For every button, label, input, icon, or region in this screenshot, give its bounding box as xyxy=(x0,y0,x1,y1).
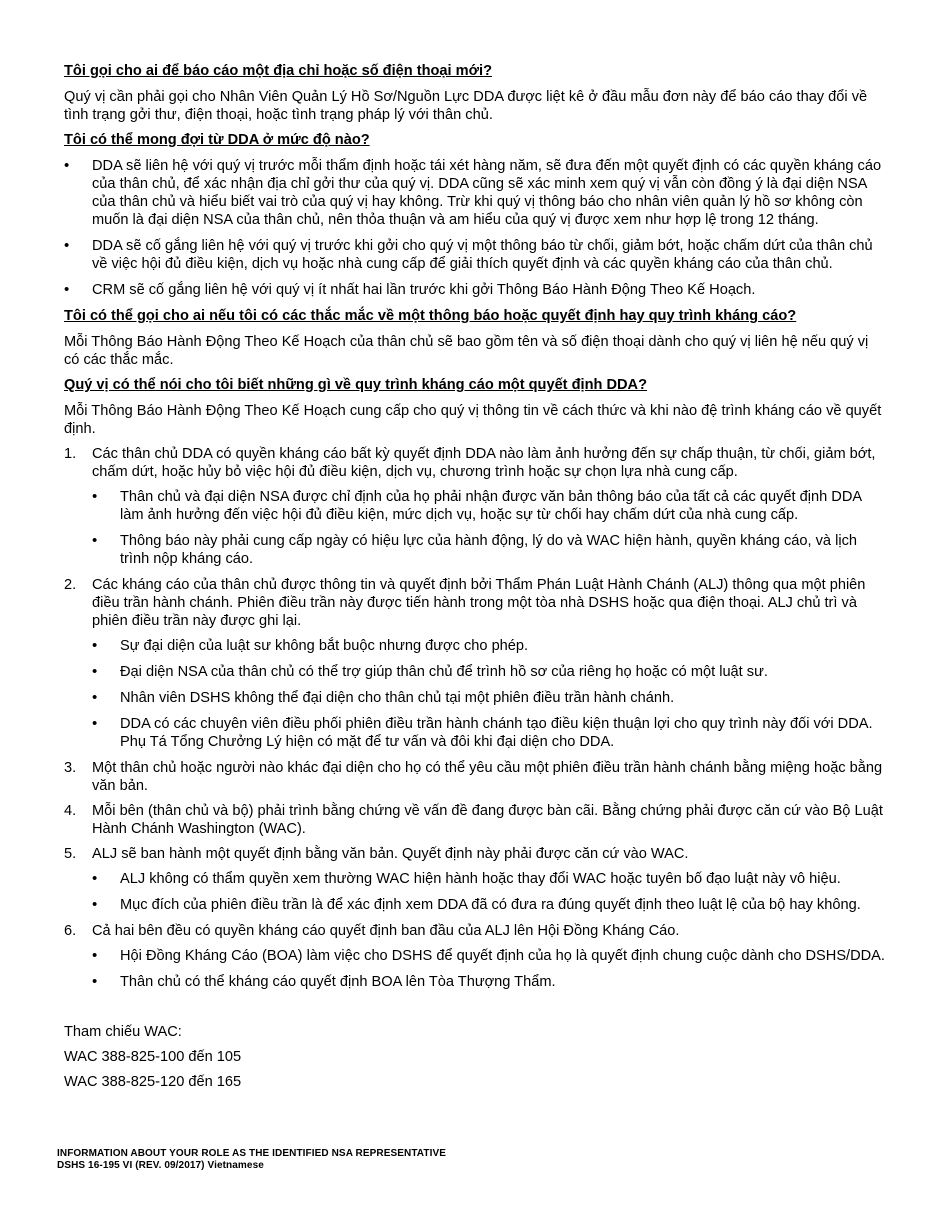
sub-bullet: • Thông báo này phải cung cấp ngày có hiệu lực của hành động, lý do và WAC hiện hành, quyền kháng cáo, và lịch trình nộp kháng cáo. xyxy=(92,532,886,568)
item-text: Một thân chủ hoặc người nào khác đại diện cho họ có thể yêu cầu một phiên điều trần hành chánh bằng miệng hoặc bằng văn bản. xyxy=(92,760,883,794)
sub-bullet: • Thân chủ và đại diện NSA được chỉ định của họ phải nhận được văn bản thông báo của tất cả các quyết định DDA làm ảnh hưởng đến việc hội đủ điều kiện, mức dịch vụ, hoặc sự từ chối hay chấm dứt của nhà cung cấp. xyxy=(92,488,886,524)
sub-bullet: • Mục đích của phiên điều trần là để xác định xem DDA đã có đưa ra đúng quyết định theo luật lệ của bộ hay không. xyxy=(92,896,886,914)
item-number: 6. xyxy=(64,923,77,939)
item-text: ALJ sẽ ban hành một quyết định bằng văn bản. Quyết định này phải được căn cứ vào WAC. xyxy=(92,846,689,862)
sub-bullet: • Sự đại diện của luật sư không bắt buộc nhưng được cho phép. xyxy=(92,637,886,655)
section-heading: Tôi có thể mong đợi từ DDA ở mức độ nào? xyxy=(64,132,370,148)
item-number: 2. xyxy=(64,577,77,593)
footer-title: INFORMATION ABOUT YOUR ROLE AS THE IDENTIFIED NSA REPRESENTATIVE xyxy=(57,1148,447,1159)
expectations-list xyxy=(64,157,886,299)
numbered-item xyxy=(64,445,886,568)
section-heading: Tôi có thể gọi cho ai nếu tôi có các thắc mắc về một thông báo hoặc quyết định hay quy trình kháng cáo? xyxy=(64,308,797,324)
list-item: • CRM sẽ cố gắng liên hệ với quý vị ít nhất hai lần trước khi gởi Thông Báo Hành Động Theo Kế Hoạch. xyxy=(64,281,886,299)
sub-bullet-list xyxy=(92,637,886,751)
numbered-item xyxy=(64,845,886,914)
section-paragraph: Mỗi Thông Báo Hành Động Theo Kế Hoạch của thân chủ sẽ bao gồm tên và số điện thoại dành cho quý vị liên hệ nếu quý vị có các thắc mắc. xyxy=(64,334,869,368)
sub-bullet: • DDA có các chuyên viên điều phối phiên điều trần hành chánh tạo điều kiện thuận lợi cho quy trình này đối với DDA. Phụ Tá Tổng Chưởng Lý hiện có mặt để tư vấn và đôi khi đại diện cho DDA. xyxy=(92,715,886,751)
item-number: 3. xyxy=(64,760,77,776)
item-text: Các thân chủ DDA có quyền kháng cáo bất kỳ quyết định DDA nào làm ảnh hưởng đến sự chấp thuận, từ chối, giảm bớt, chấm dứt, hoặc hủy bỏ việc hội đủ điều kiện, dịch vụ, chương trình hoặc sự chọn lựa nhà cung cấp. xyxy=(92,446,876,480)
numbered-item xyxy=(64,802,886,838)
sub-bullet: • ALJ không có thẩm quyền xem thường WAC hiện hành hoặc thay đổi WAC hoặc tuyên bố đạo luật này vô hiệu. xyxy=(92,870,886,888)
appeal-steps-list xyxy=(64,445,886,991)
item-text: Mỗi bên (thân chủ và bộ) phải trình bằng chứng về vấn đề đang được bàn cãi. Bằng chứng phải được căn cứ vào Bộ Luật Hành Chánh Washington (WAC). xyxy=(92,803,883,837)
list-item: • DDA sẽ cố gắng liên hệ với quý vị trước khi gởi cho quý vị một thông báo từ chối, giảm bớt, hoặc chấm dứt của thân chủ về việc hội đủ điều kiện, dịch vụ hoặc nhà cung cấp để giải thích quyết định và các quyền kháng cáo của thân chủ. xyxy=(64,237,886,273)
numbered-item xyxy=(64,759,886,795)
wac-references xyxy=(64,1023,886,1091)
section-paragraph: Mỗi Thông Báo Hành Động Theo Kế Hoạch cung cấp cho quý vị thông tin về cách thức và khi nào đệ trình kháng cáo về quyết định. xyxy=(64,403,882,437)
reference-item: WAC 388-825-120 đến 165 xyxy=(64,1074,242,1090)
sub-bullet: • Đại diện NSA của thân chủ có thể trợ giúp thân chủ để trình hồ sơ của riêng họ hoặc có một luật sư. xyxy=(92,663,886,681)
section-heading: Tôi gọi cho ai để báo cáo một địa chỉ hoặc số điện thoại mới? xyxy=(64,63,492,79)
numbered-item xyxy=(64,576,886,751)
item-number: 5. xyxy=(64,846,77,862)
item-number: 4. xyxy=(64,803,77,819)
sub-bullet-list xyxy=(92,947,886,991)
document-body xyxy=(64,62,886,1098)
sub-bullet: • Hội Đồng Kháng Cáo (BOA) làm việc cho DSHS để quyết định của họ là quyết định chung cuộc dành cho DSHS/DDA. xyxy=(92,947,886,965)
sub-bullet-list xyxy=(92,870,886,914)
section-paragraph: Quý vị cần phải gọi cho Nhân Viên Quản Lý Hồ Sơ/Nguồn Lực DDA được liệt kê ở đầu mẫu đơn này để báo cáo thay đổi về tình trạng gởi thư, điện thoại, hoặc tình trạng pháp lý với thân chủ. xyxy=(64,89,868,123)
footer-form-id: DSHS 16-195 VI (REV. 09/2017) Vietnamese xyxy=(57,1160,264,1171)
item-number: 1. xyxy=(64,446,77,462)
sub-bullet-list xyxy=(92,488,886,568)
sub-bullet: • Thân chủ có thể kháng cáo quyết định BOA lên Tòa Thượng Thẩm. xyxy=(92,973,886,991)
item-text: Các kháng cáo của thân chủ được thông tin và quyết định bởi Thẩm Phán Luật Hành Chánh (ALJ) thông qua một phiên điều trần hành chánh. Phiên điều trần này được tiến hành trong một tòa nhà DSHS hoặc qua điện thoại. ALJ chủ trì và phiên điều trần này được ghi lại. xyxy=(92,577,866,629)
reference-item: WAC 388-825-100 đến 105 xyxy=(64,1049,242,1065)
numbered-item xyxy=(64,922,886,991)
sub-bullet: • Nhân viên DSHS không thể đại diện cho thân chủ tại một phiên điều trần hành chánh. xyxy=(92,689,886,707)
item-text: Cả hai bên đều có quyền kháng cáo quyết định ban đầu của ALJ lên Hội Đồng Kháng Cáo. xyxy=(92,923,680,939)
form-footer xyxy=(57,1148,446,1172)
section-heading: Quý vị có thể nói cho tôi biết những gì về quy trình kháng cáo một quyết định DDA? xyxy=(64,377,647,393)
references-label: Tham chiếu WAC: xyxy=(64,1024,182,1040)
list-item: • DDA sẽ liên hệ với quý vị trước mỗi thẩm định hoặc tái xét hàng năm, sẽ đưa đến một quyết định có các quyền kháng cáo của thân chủ, để xác nhận địa chỉ gởi thư của quý vị. DDA cũng sẽ xác minh xem quý vị vẫn còn đồng ý là đại diện NSA của thân chủ và hiểu biết vai trò của quý vị hay không. Trừ khi quý vị thông báo cho nhân viên quản lý hồ sơ không còn muốn là đại diện NSA của thân chủ, nên thỏa thuận và am hiểu của quý vị được xem như hợp lệ trong 12 tháng. xyxy=(64,157,886,229)
